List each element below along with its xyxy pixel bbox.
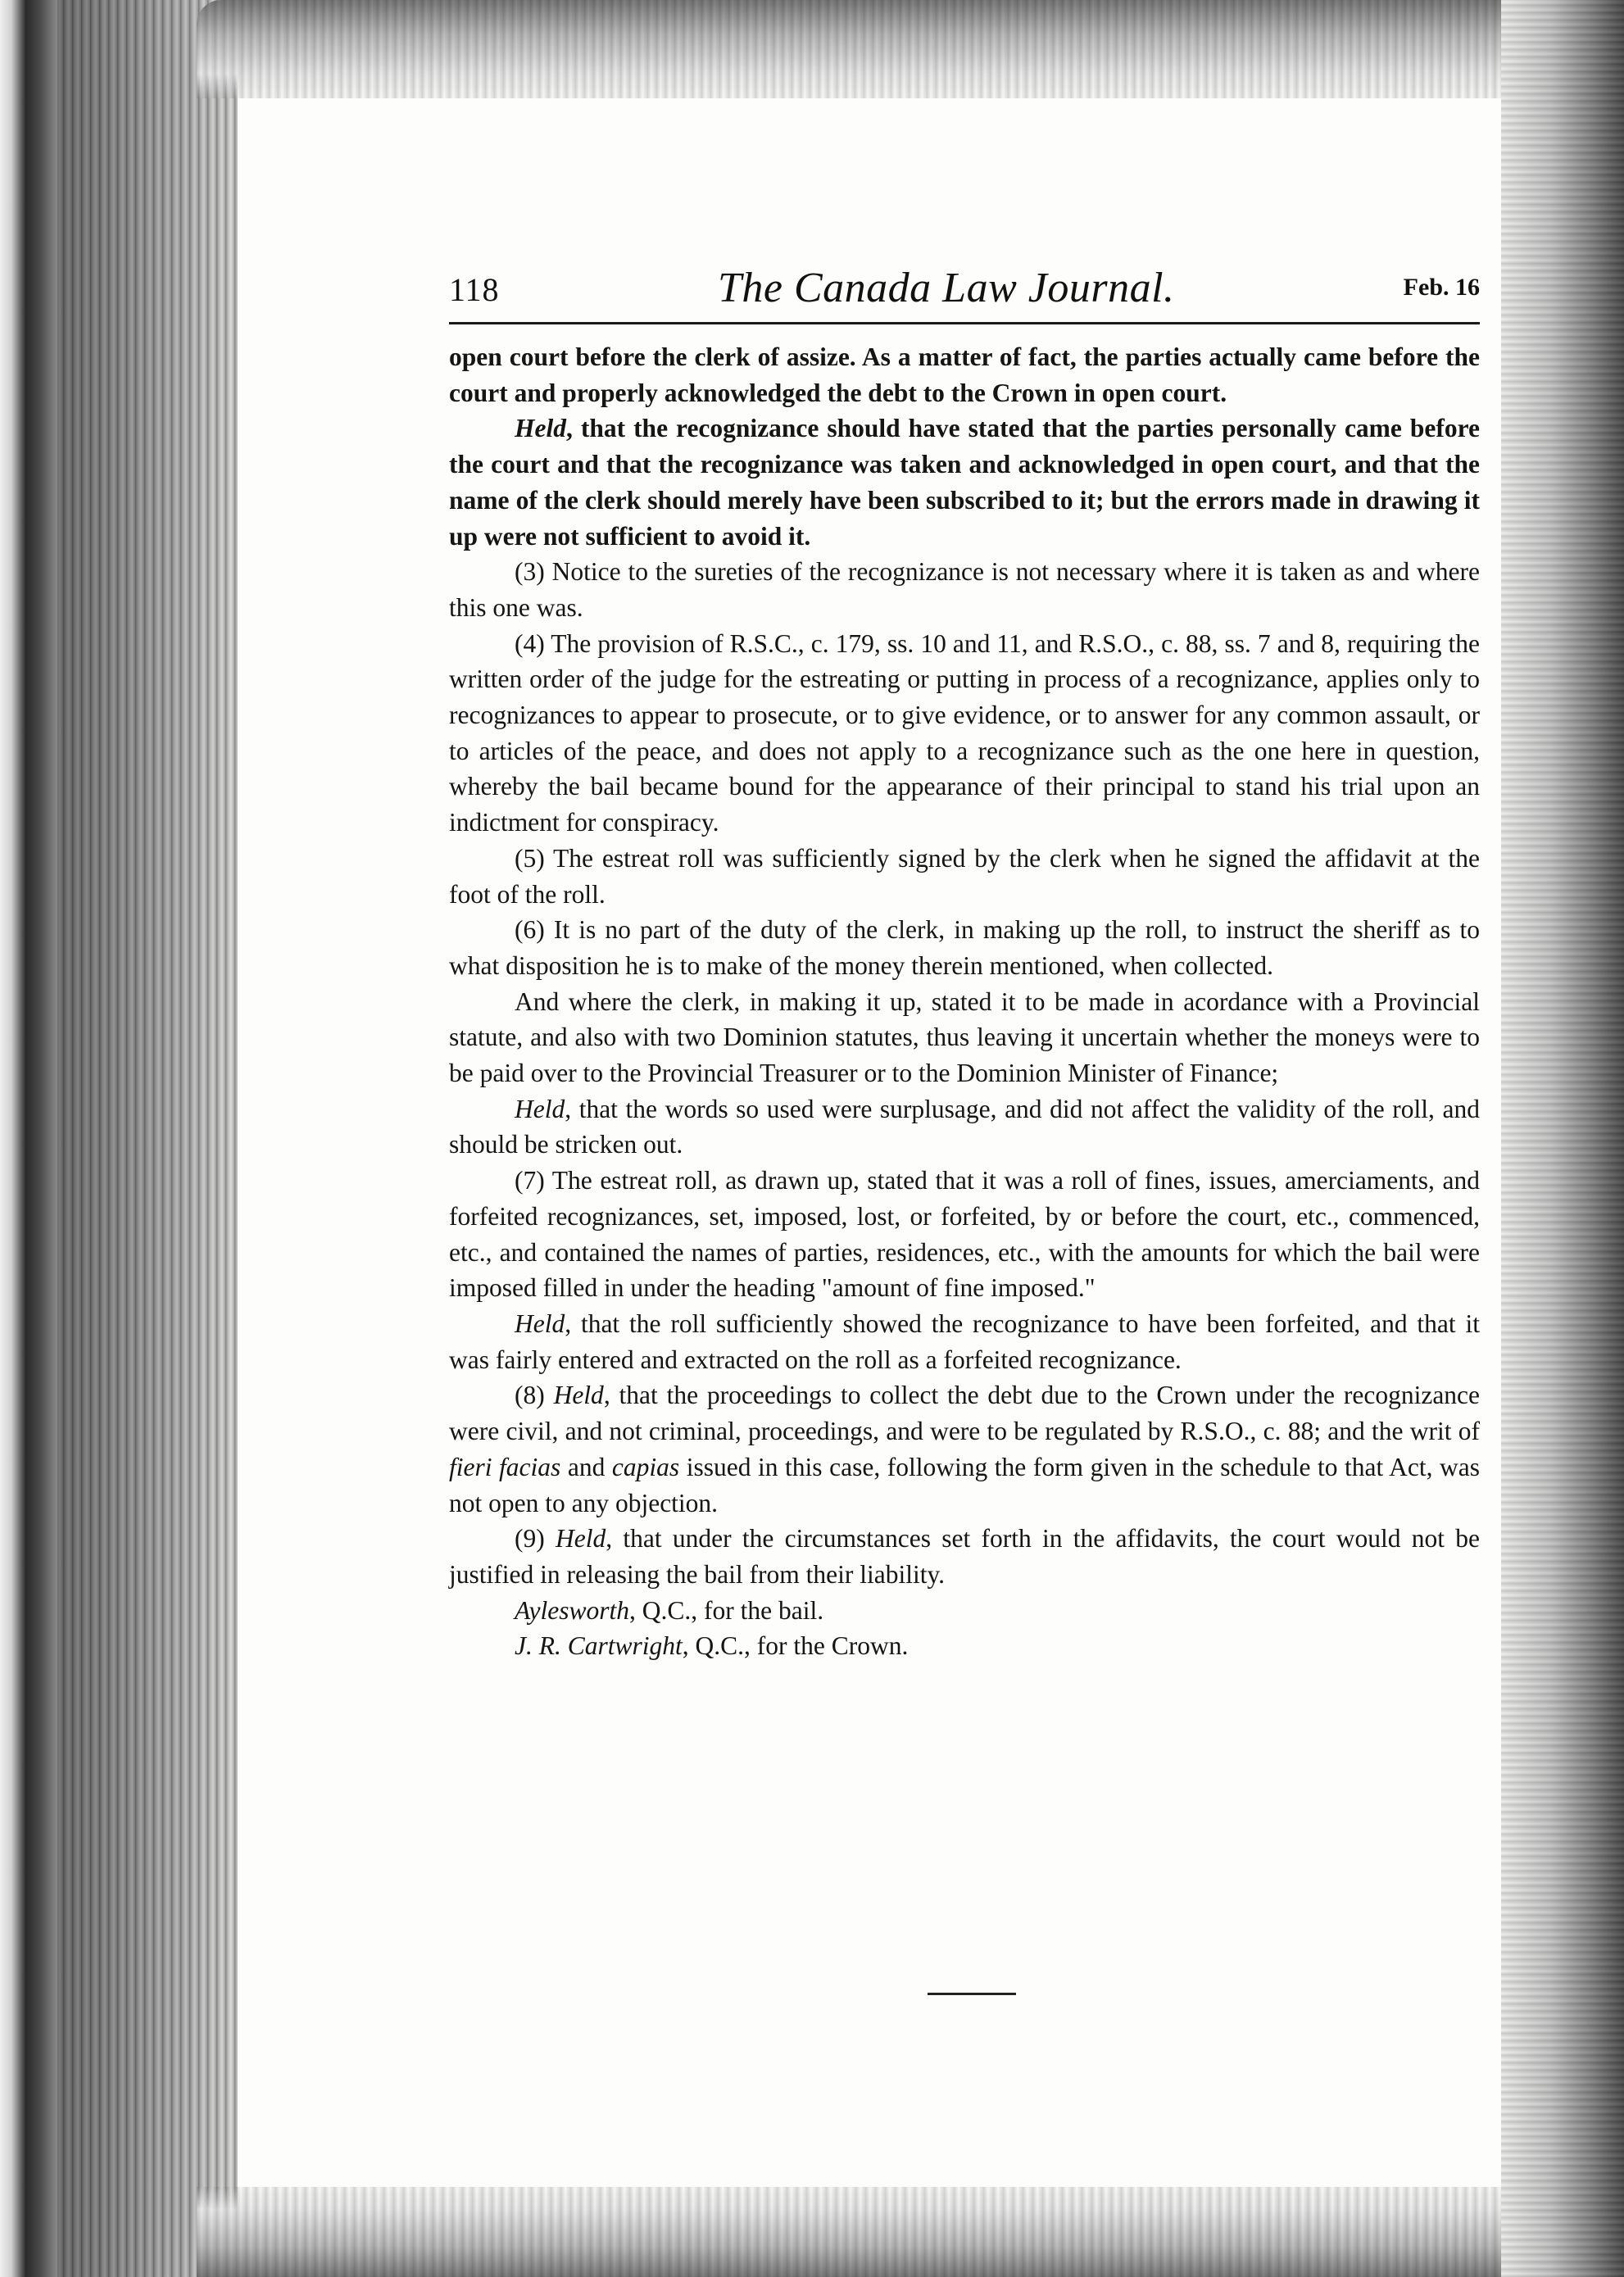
paragraph-text: (6) It is no part of the duty of the clerk, in making up the roll, to instruct the sheriff as to what disposition he is to make of the money therein mentioned, when collected.	[449, 915, 1480, 980]
paragraph-text: , Q.C., for the Crown.	[682, 1631, 909, 1661]
latin-writ-name: fieri facias	[449, 1452, 561, 1481]
held-italic: Held	[556, 1524, 606, 1554]
latin-writ-name: capias	[611, 1452, 680, 1481]
top-margin-scan-shadow	[197, 0, 1524, 98]
right-margin-scan-shadow	[1501, 0, 1624, 2277]
header-rule	[449, 322, 1480, 324]
paragraph-number: (8)	[515, 1381, 554, 1410]
paragraph-6-continued	[449, 984, 1480, 1091]
counsel-name: Aylesworth	[515, 1595, 629, 1625]
bottom-margin-scan-shadow	[197, 2187, 1524, 2277]
held-italic: Held	[515, 414, 566, 443]
held-italic: Held	[515, 1309, 565, 1338]
paragraph-3	[449, 554, 1480, 625]
paragraph-continuation	[449, 339, 1480, 410]
paragraph-7	[449, 1163, 1480, 1306]
paragraph-held-1	[449, 410, 1480, 554]
paragraph-text: issued in this case, following the form given in the schedule to that Act, was not open to any objection.	[449, 1452, 1480, 1517]
binding-edge	[0, 0, 57, 2277]
running-head	[449, 264, 1480, 315]
journal-title: The Canada Law Journal.	[718, 265, 1175, 311]
paragraph-text: open court before the clerk of assize. As a matter of fact, the parties actually came before the court and properly acknowledged the debt to the Crown in open court.	[449, 342, 1480, 407]
paragraph-9	[449, 1521, 1480, 1592]
paragraph-text: (5) The estreat roll was sufficiently signed by the clerk when he signed the affidavit at the foot of the roll.	[449, 843, 1480, 909]
article-body	[449, 339, 1480, 1664]
paragraph-text: , that the words so used were surplusage, and did not affect the validity of the roll, and should be stricken out.	[449, 1094, 1480, 1159]
paragraph-text: (3) Notice to the sureties of the recognizance is not necessary where it is taken as and where this one was.	[449, 557, 1480, 622]
paragraph-text: , that the roll sufficiently showed the recognizance to have been forfeited, and that it was fairly entered and extracted on the roll as a forfeited recognizance.	[449, 1309, 1480, 1374]
paragraph-text: and	[560, 1452, 612, 1481]
counsel-for-bail	[449, 1593, 1480, 1629]
paragraph-text: (7) The estreat roll, as drawn up, stated that it was a roll of fines, issues, amerciaments, and forfeited recognizances, set, imposed, lost, or forfeited, by or before the court, etc., commenced, etc., and contained the names of parties, residences, etc., with the amounts for which the bail were imposed filled in under the heading "amount of fine imposed."	[449, 1166, 1480, 1303]
section-end-rule	[928, 1993, 1016, 1995]
page-number: 118	[449, 271, 500, 308]
paragraph-text: , that the recognizance should have stated that the parties personally came before the court and that the recognizance was taken and acknowledged in open court, and that the name of the clerk should merely have been subscribed to it; but the errors made in drawing it up were not sufficient to avoid it.	[449, 414, 1480, 551]
paragraph-text: And where the clerk, in making it up, stated it to be made in acordance with a Provincial statute, and also with two Dominion statutes, thus leaving it uncertain whether the moneys were to be paid over to the Provincial Treasurer or to the Dominion Minister of Finance;	[449, 987, 1480, 1088]
paragraph-text: , Q.C., for the bail.	[629, 1595, 824, 1625]
paragraph-number: (9)	[515, 1524, 556, 1554]
held-italic: Held	[553, 1381, 604, 1410]
paragraph-held-7	[449, 1306, 1480, 1377]
paragraph-text: , that the proceedings to collect the debt due to the Crown under the recognizance were civil, and not criminal, proceedings, and were to be regulated by R.S.O., c. 88; and the writ of	[449, 1381, 1481, 1446]
paragraph-text: (4) The provision of R.S.C., c. 179, ss. 10 and 11, and R.S.O., c. 88, ss. 7 and 8, requiring the written order of the judge for the estreating or putting in process of a recognizance, applies only to recognizances to appear to prosecute, or to give evidence, or to answer for any common assault, or to articles of the peace, and does not apply to a recognizance such as the one here in question, whereby the bail became bound for the appearance of their principal to stand his trial upon an indictment for conspiracy.	[449, 628, 1480, 837]
paragraph-6	[449, 912, 1480, 983]
issue-date: Feb. 16	[1403, 274, 1480, 301]
counsel-for-crown	[449, 1628, 1480, 1664]
paragraph-4	[449, 626, 1480, 841]
paragraph-8	[449, 1377, 1480, 1521]
paragraph-held-6	[449, 1091, 1480, 1163]
paragraph-5	[449, 841, 1480, 912]
counsel-name: J. R. Cartwright	[515, 1631, 683, 1661]
paragraph-text: , that under the circumstances set forth in the affidavits, the court would not be justified in releasing the bail from their liability.	[449, 1524, 1481, 1589]
held-italic: Held	[515, 1094, 565, 1123]
